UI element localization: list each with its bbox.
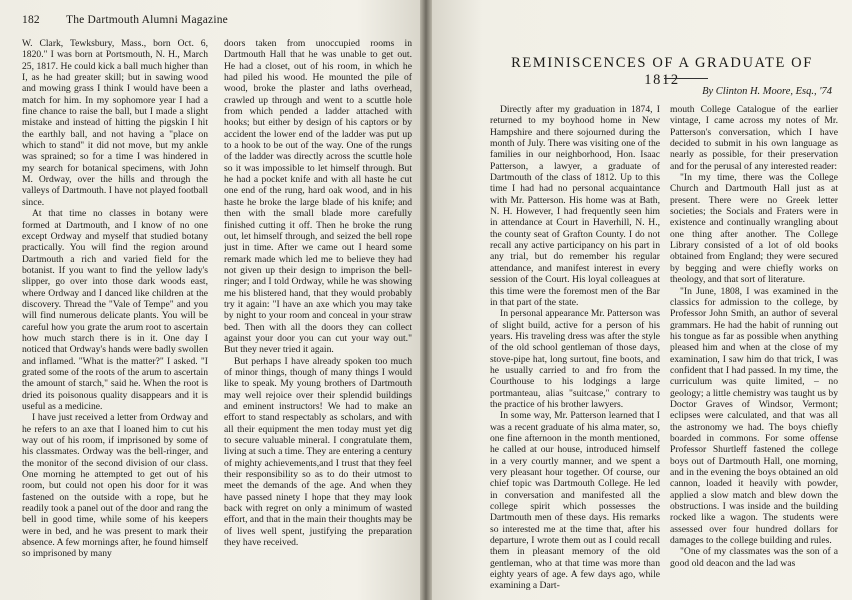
article-title: REMINISCENCES OF A GRADUATE OF 1812	[511, 55, 813, 88]
paragraph: doors taken from unoccupied rooms in Dartmouth Hall that he was unable to get out. He had a closet, out of his room, in which he had piled his wood. He mounted the pile of wood, broke the plaster and laths overhead, crawled up through and went to a scuttle hole from which pended a ladder attached with hooks; but either by design of his captors or by accident the lower end of the ladder was put up to a hook to be out of the way. One of the rungs of the ladder was directly across the scuttle hole so it was impossible to let himself through. But he had a pocket knife and with all haste he cut one end of the rung, hard oak wood, and in his haste he broke the large blade of his knife; and then with the small blade more carefully finished cutting it off. Then he broke the rung out, let himself through, and seized the bell rope just in time. After we came out I heard some remark made which led me to believe they had not given up their design to imprison the bell-ringer; and I told Ordway, while he was showing me his blistered hand, that they would probably try it again: "I have an axe which you may take by night to your room and conceal in your straw bed. Then with all the doors they can collect against your door you can cut your way out." But they never tried it again.	[224, 38, 412, 356]
paragraph: "In June, 1808, I was examined in the classics for admission to the college, by Professor John Smith, an author of several grammars. He had the habit of running out his tongue as far as possible when anything pleased him and when at the close of my examination, I saw him do that trick, I was confident that I had passed. In my time, the curriculum was quite limited, – no geology; a little chemistry was taught us by Doctor Graves of Windsor, Vermont; eclipses were calculated, and that was all the astronomy we had. The boys chiefly boarded in commons. For some offense Professor Shurtleff fastened the college boys out of Dartmouth Hall, one morning, and in the evening the boys obtained an old cannon, loaded it heavily with powder, applied a slow match and blew down the obstructions. I was inside and the building rocked like a wagon. The students were assessed over four hundred dollars for damages to the college building and rules.	[670, 285, 838, 547]
magazine-title: The Dartmouth Alumni Magazine	[66, 14, 228, 26]
paragraph: mouth College Catalogue of the earlier vintage, I came across my notes of Mr. Patterson's conversation, which I have decided to submit in his own language as nearly as possible, for their preservation and for the perusal of any interested reader:	[670, 104, 838, 172]
left-page	[0, 0, 420, 600]
paragraph: I have just received a letter from Ordway and he refers to an axe that I loaned him to cut his way out of his room, if imprisoned by some of his classmates. Ordway was the bell-ringer, and the monitor of the second division of our class. One morning he attempted to get out of his room, but could not open his door for it was fastened on the outside with a rope, but he readily took a panel out of the door and rang the bell in good time, while some of his keepers were in bed, and he was present to mark their absence. A few mornings after, he found himself so imprisoned by many	[22, 412, 208, 560]
paragraph: "In my time, there was the College Church and Dartmouth Hall just as at present. There were no Greek letter societies; the Socials and Fraters were in existence and continually wrangling about one thing after another. The College Library consisted of a lot of old books obtained from England; they were secured by begging and were chiefly works on theology, and that sort of literature.	[670, 172, 838, 286]
page-number: 182	[22, 14, 40, 26]
paragraph: "One of my classmates was the son of a good old deacon and the lad was	[670, 546, 838, 569]
paragraph: In personal appearance Mr. Patterson was of slight build, active for a person of his years. His traveling dress was after the style of the old school gentleman of those days, stove-pipe hat, long surtout, fine boots, and he usually carried to and fro from the Courthouse to his lodgings a large portmanteau, alias "suitcase," contrary to the practice of his brother lawyers.	[490, 308, 660, 410]
book-gutter	[420, 0, 432, 600]
title-divider	[664, 78, 708, 79]
running-head	[22, 14, 402, 30]
left-column-1	[22, 38, 208, 594]
paragraph: But perhaps I have already spoken too much of minor things, though of many things I would like to speak. My young brothers of Dartmouth may well rejoice over their splendid buildings and eminent instructors! We had to make an effort to stand respectably as scholars, and with all their equipment the men today must yet dig to secure valuable mineral. I congratulate them, living at such a time. They are entering a century of mighty achievements,and I trust that they feel their responsibility so as to do their utmost to meet the demands of the age. And when they have passed ninety I hope that they may look back with regret on only a minimum of wasted effort, and that in the main their thoughts may be of lives well spent, justifying the preparation they have received.	[224, 355, 412, 549]
paragraph: At that time no classes in botany were formed at Dartmouth, and I know of no one except Ordway and myself that studied botany practically. You will find the region around Dartmouth a rich and varied field for the botanist. If you want to find the yellow lady's slipper, go over into those dark woods east, where Ordway and I danced like children at the discovery. Thread the "Vale of Tempe" and you will find numerous delicate plants. You will be careful how you grate the arum root to ascertain how much starch there is in it. One day I noticed that Ordway's hands were badly swollen and inflamed. "What is the matter?" I asked. "I grated some of the roots of the arum to ascertain the amount of starch," said he. When the root is dried its poisonous quality disappears and it is useful as a medicine.	[22, 208, 208, 412]
byline: By Clinton H. Moore, Esq., '74	[702, 86, 832, 97]
paragraph: Directly after my graduation in 1874, I returned to my boyhood home in New Hampshire and there sojourned during the month of July. There was visiting one of the families in our neighborhood, Hon. Isaac Patterson, a lawyer, a graduate of Dartmouth of the class of 1812. Up to this time I had had no personal acquaintance with Mr. Patterson. His home was at Bath, N. H. However, I had frequently seen him in attendance at Court in Haverhill, N. H., the county seat of Grafton County. I do not recall any active participancy on his part in any trial, but do remember his regular attendance, and manifest interest in every session of the Court. His loyal colleagues at this time were the foremost men of the Bar in that part of the state.	[490, 104, 660, 308]
left-column-2	[224, 38, 412, 594]
paragraph: In some way, Mr. Patterson learned that I was a recent graduate of his alma mater, so, one fine afternoon in the month mentioned, he called at our house, introduced himself in a very courtly manner, and we spent a very pleasant hour together. Of course, our chief topic was Dartmouth College. He led in conversation and manifested all the college spirit which possesses the Dartmouth men of these days. His remarks so interested me at the time that, after his departure, I wrote them out as I could recall them in pleasant memory of the old gentleman, who at that time was more than eighty years of age. A few days ago, while examining a Dart-	[490, 410, 660, 592]
right-column-1	[490, 104, 660, 594]
right-column-2	[670, 104, 838, 594]
right-page	[432, 0, 852, 600]
paragraph: W. Clark, Tewksbury, Mass., born Oct. 6, 1820." I was born at Portsmouth, N. H., March 25, 1817. He could kick a ball much higher than I, as he had greater skill; but in sawing wood and mowing grass I think I would have been a match for him. In my sophomore year I had a fine chance to raise the ball, but I made a slight mistake and instead of hitting the pigskin I hit the earthly ball, and not having a "place on which to stand" it did not move, but my ankle was sprained; so for a time I was hindered in my search for botanical specimens, with John M. Ordway, over the hills and through the valleys of Dartmouth. I have not played football since.	[22, 38, 208, 208]
